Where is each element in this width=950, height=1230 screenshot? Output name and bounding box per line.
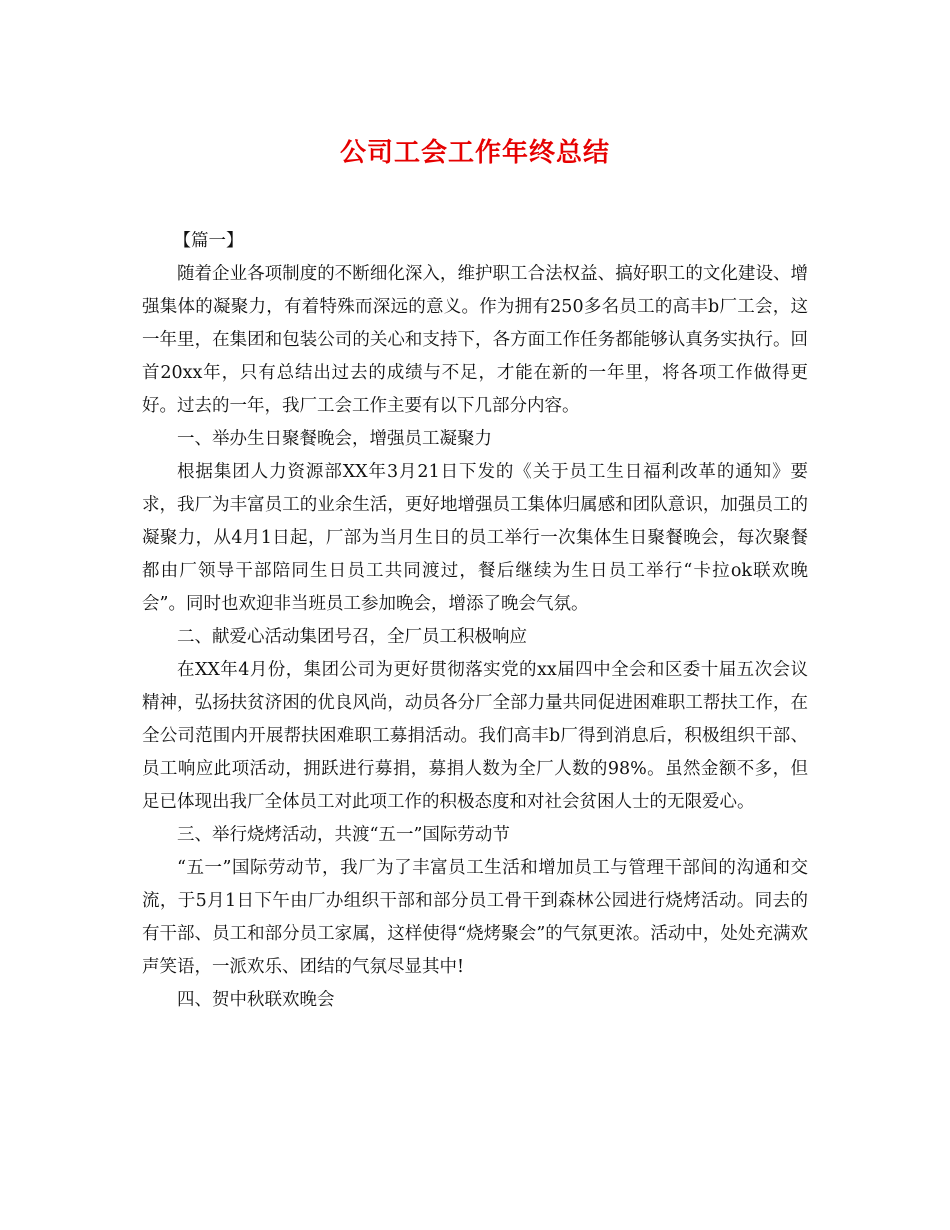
section-heading: 二、献爱心活动集团号召，全厂员工积极响应 [177, 627, 527, 647]
body-paragraph: 在XX年4月份，集团公司为更好贯彻落实党的xx届四中全会和区委十届五次会议精神，弘扬扶贫济困的优良风尚，动员各分厂全部力量共同促进困难职工帮扶工作，在全公司范围内开展帮扶困难职工募捐活动。我们高丰b厂得到消息后，积极组织干部、员工响应此项活动，拥跃进行募捐，募捐人数为全厂人数的98%。虽然金额不多，但足已体现出我厂全体员工对此项工作的积极态度和对社会贫困人士的无限爱心。 [142, 660, 808, 812]
section-label: 【篇一】 [173, 231, 244, 251]
intro-paragraph: 随着企业各项制度的不断细化深入，维护职工合法权益、搞好职工的文化建设、增强集体的凝聚力，有着特殊而深远的意义。作为拥有250多名员工的高丰b厂工会，这一年里，在集团和包装公司的关心和支持下，各方面工作任务都能够认真务实执行。回首20xx年，只有总结出过去的成绩与不足，才能在新的一年里，将各项工作做得更好。过去的一年，我厂工会工作主要有以下几部分内容。 [142, 264, 808, 416]
section-heading: 三、举行烧烤活动，共渡“五一”国际劳动节 [177, 825, 510, 845]
body-paragraph: 根据集团人力资源部XX年3月21日下发的《关于员工生日福利改革的通知》要求，我厂为丰富员工的业余生活，更好地增强员工集体归属感和团队意识，加强员工的凝聚力，从4月1日起，厂部为当月生日的员工举行一次集体生日聚餐晚会，每次聚餐都由厂领导干部陪同生日员工共同渡过，餐后继续为生日员工举行“卡拉ok联欢晚会”。同时也欢迎非当班员工参加晚会，增添了晚会气氛。 [142, 462, 808, 614]
document-title: 公司工会工作年终总结 [339, 138, 610, 168]
section-heading: 四、贺中秋联欢晚会 [177, 990, 335, 1010]
body-paragraph: “五一”国际劳动节，我厂为了丰富员工生活和增加员工与管理干部间的沟通和交流，于5月1日下午由厂办组织干部和部分员工骨干到森林公园进行烧烤活动。同去的有干部、员工和部分员工家属，这样使得“烧烤聚会”的气氛更浓。活动中，处处充满欢声笑语，一派欢乐、团结的气氛尽显其中! [142, 858, 808, 977]
section-heading: 一、举办生日聚餐晚会，增强员工凝聚力 [177, 429, 492, 449]
document-body [142, 225, 808, 1017]
